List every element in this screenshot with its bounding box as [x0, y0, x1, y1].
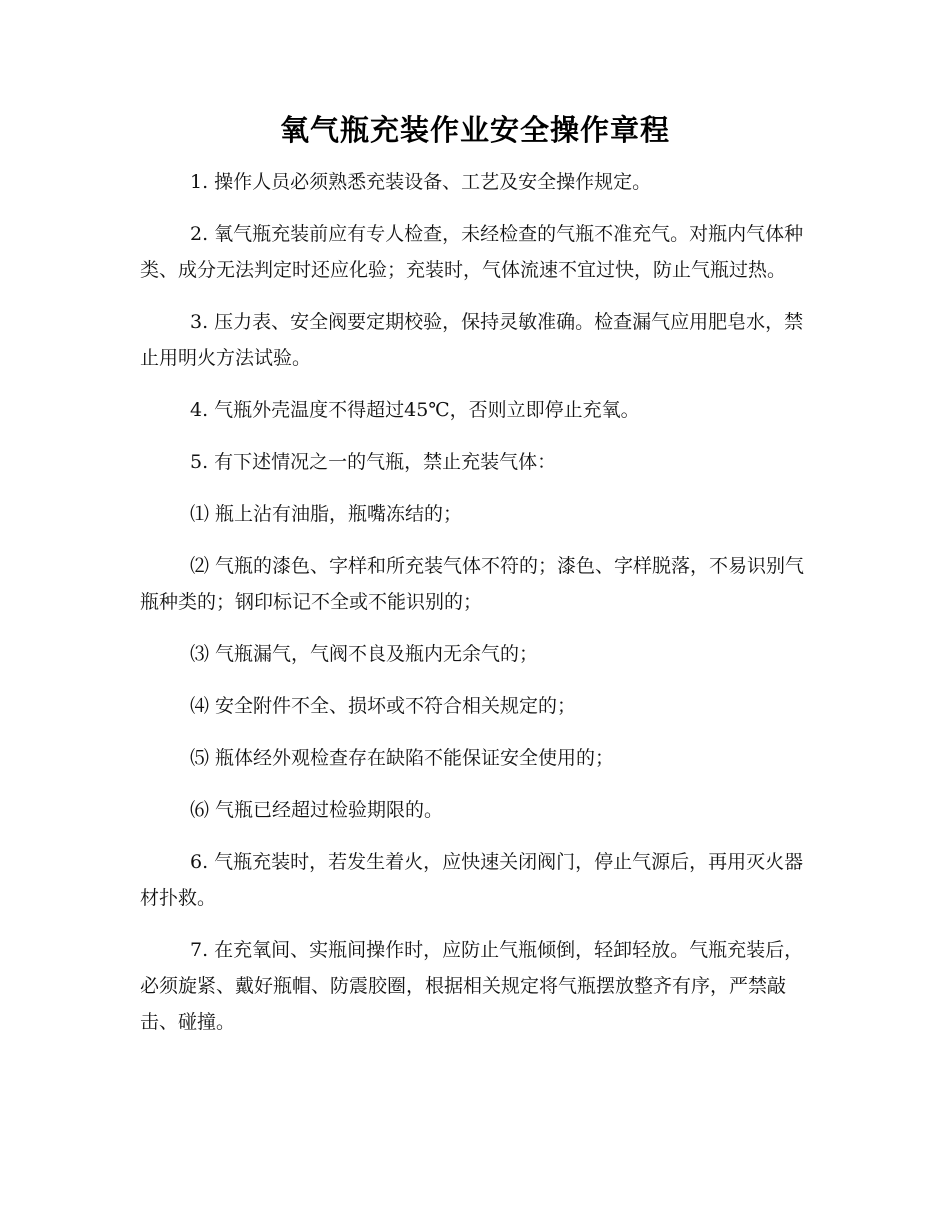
paragraph-4: 4. 气瓶外壳温度不得超过45℃，否则立即停止充氧。 [190, 399, 640, 421]
paragraph-6: 6. 气瓶充装时，若发生着火，应快速关闭阀门，停止气源后，再用灭火器材扑救。 [140, 851, 804, 909]
list-item-4: ⑷ 安全附件不全、损坏或不符合相关规定的； [190, 695, 577, 717]
list-item-6: ⑹ 气瓶已经超过检验期限的。 [190, 799, 444, 821]
paragraph-3: 3. 压力表、安全阀要定期校验，保持灵敏准确。检查漏气应用肥皂水，禁止用明火方法试验。 [140, 311, 804, 369]
list-item-2: ⑵ 气瓶的漆色、字样和所充装气体不符的；漆色、字样脱落，不易识别气瓶种类的；钢印标记不全或不能识别的； [140, 555, 805, 613]
document-body [140, 164, 812, 1040]
paragraph-1: 1. 操作人员必须熟悉充装设备、工艺及安全操作规定。 [190, 171, 652, 193]
paragraph-5: 5. 有下述情况之一的气瓶，禁止充装气体： [190, 451, 557, 473]
list-item-5: ⑸ 瓶体经外观检查存在缺陷不能保证安全使用的； [190, 747, 615, 769]
document-title: 氧气瓶充装作业安全操作章程 [279, 113, 670, 147]
paragraph-7: 7. 在充氧间、实瓶间操作时，应防止气瓶倾倒，轻卸轻放。气瓶充装后，必须旋紧、戴好瓶帽、防震胶圈，根据相关规定将气瓶摆放整齐有序，严禁敲击、碰撞。 [140, 939, 804, 1033]
list-item-1: ⑴ 瓶上沾有油脂，瓶嘴冻结的； [190, 503, 463, 525]
paragraph-2: 2. 氧气瓶充装前应有专人检查，未经检查的气瓶不准充气。对瓶内气体种类、成分无法判定时还应化验；充装时，气体流速不宜过快，防止气瓶过热。 [140, 223, 804, 281]
list-item-3: ⑶ 气瓶漏气，气阀不良及瓶内无余气的； [190, 643, 539, 665]
